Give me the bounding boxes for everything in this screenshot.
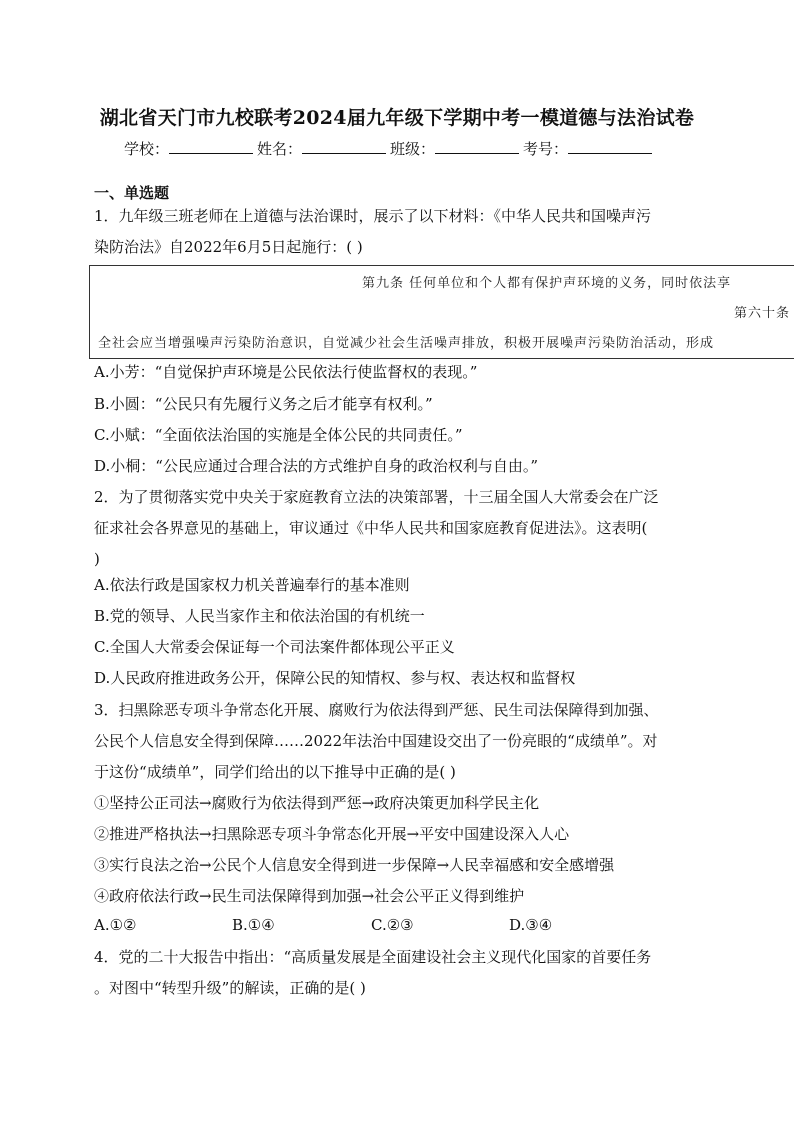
q1-stem-line-1: 1．九年级三班老师在上道德与法治课时，展示了以下材料：《中华人民共和国噪声污	[94, 207, 652, 225]
q3-stem-line-3: 于这份“成绩单”，同学们给出的以下推导中正确的是( )	[94, 763, 456, 781]
q3-option-d[interactable]: D.③④	[509, 916, 553, 934]
q3-options-row	[94, 916, 654, 936]
q2-option-b[interactable]: B.党的领导、人民当家作主和依法治国的有机统一	[94, 607, 425, 625]
section-heading: 一、单选题	[94, 184, 170, 202]
q2-stem-line-3: )	[94, 550, 100, 568]
q3-stem-line-1: 3．扫黑除恶专项斗争常态化开展、腐败行为依法得到严惩、民生司法保障得到加强、	[94, 701, 659, 719]
q1-option-a[interactable]: A.小芳：“自觉保护声环境是公民依法行使监督权的表现。”	[94, 363, 478, 381]
q3-option-a[interactable]: A.①②	[94, 916, 137, 934]
q1-option-c[interactable]: C.小赋：“全面依法治国的实施是全体公民的共同责任。”	[94, 426, 463, 444]
school-blank[interactable]	[169, 139, 253, 154]
number-label: 考号：	[523, 140, 569, 158]
q1-material-box	[89, 265, 794, 359]
class-blank[interactable]	[435, 139, 519, 154]
q1-stem-line-2: 染防治法》自2022年6月5日起施行：( )	[94, 238, 363, 256]
q2-option-a[interactable]: A.依法行政是国家权力机关普遍奉行的基本准则	[94, 576, 410, 594]
q2-stem-line-1: 2．为了贯彻落实党中央关于家庭教育立法的决策部署，十三届全国人大常委会在广泛	[94, 488, 659, 506]
q3-item-1: ①坚持公正司法→腐败行为依法得到严惩→政府决策更加科学民主化	[94, 794, 540, 812]
q2-option-c[interactable]: C.全国人大常委会保证每一个司法案件都体现公平正义	[94, 638, 455, 656]
q3-option-b[interactable]: B.①④	[232, 916, 275, 934]
class-label: 班级：	[390, 140, 436, 158]
name-label: 姓名：	[257, 140, 303, 158]
q1-material-line-1: 第九条 任何单位和个人都有保护声环境的义务，同时依法享	[362, 276, 732, 291]
q2-stem-line-2: 征求社会各界意见的基础上，审议通过《中华人民共和国家庭教育促进法》。这表明(	[94, 519, 648, 537]
q3-stem-line-2: 公民个人信息安全得到保障……2022年法治中国建设交出了一份亮眼的“成绩单”。对	[94, 732, 658, 750]
q3-item-4: ④政府依法行政→民生司法保障得到加强→社会公平正义得到维护	[94, 887, 525, 905]
q3-option-c[interactable]: C.②③	[371, 916, 414, 934]
q1-material-line-2: 第六十条	[734, 306, 791, 321]
q1-material-line-3: 全社会应当增强噪声污染防治意识，自觉减少社会生活噪声排放，积极开展噪声污染防治活动，形成	[98, 336, 715, 351]
q4-stem-line-2: 。对图中“转型升级”的解读，正确的是( )	[94, 979, 366, 997]
name-blank[interactable]	[302, 139, 386, 154]
number-blank[interactable]	[568, 139, 652, 154]
q2-option-d[interactable]: D.人民政府推进政务公开，保障公民的知情权、参与权、表达权和监督权	[94, 669, 576, 687]
page-title: 湖北省天门市九校联考2024届九年级下学期中考一模道德与法治试卷	[99, 107, 695, 129]
school-label: 学校：	[124, 140, 170, 158]
q3-item-2: ②推进严格执法→扫黑除恶专项斗争常态化开展→平安中国建设深入人心	[94, 825, 570, 843]
q1-option-d[interactable]: D.小桐：“公民应通过合理合法的方式维护自身的政治权利与自由。”	[94, 457, 539, 475]
q1-option-b[interactable]: B.小圆：“公民只有先履行义务之后才能享有权利。”	[94, 395, 433, 413]
q3-item-3: ③实行良法之治→公民个人信息安全得到进一步保障→人民幸福感和安全感增强	[94, 856, 615, 874]
student-info-row	[124, 138, 656, 159]
q4-stem-line-1: 4．党的二十大报告中指出：“高质量发展是全面建设社会主义现代化国家的首要任务	[94, 948, 652, 966]
